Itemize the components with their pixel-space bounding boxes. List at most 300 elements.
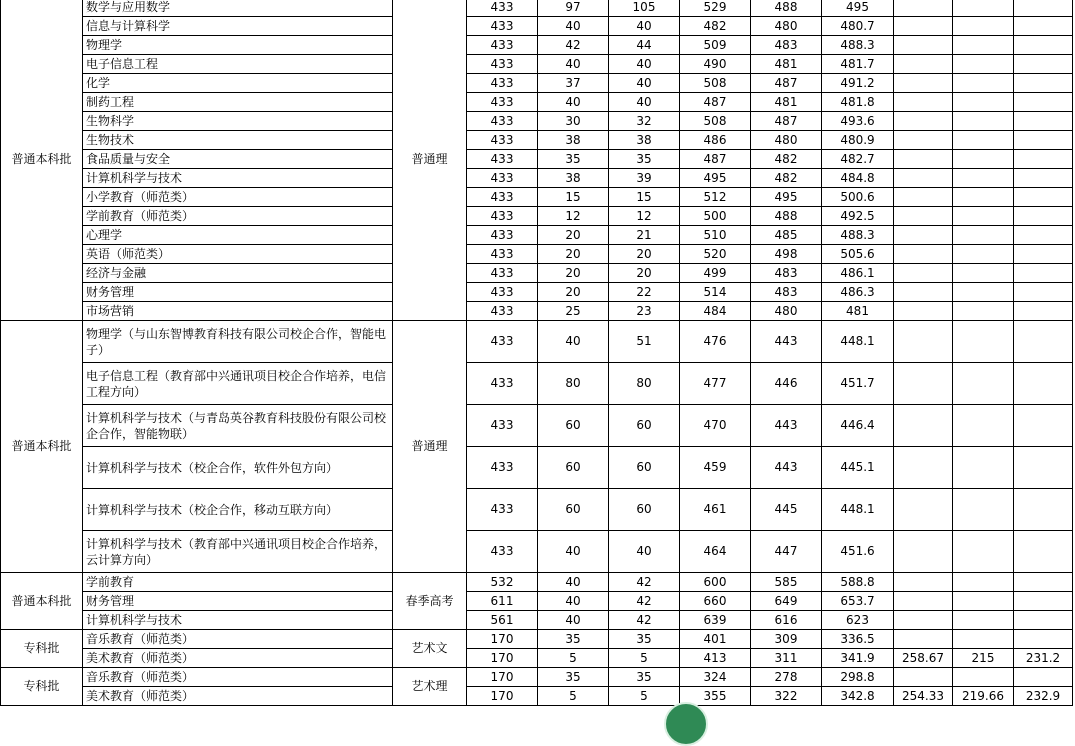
major-cell: 经济与金融: [83, 264, 393, 283]
value-cell-c6: 488.3: [822, 226, 894, 245]
table-row: [1, 226, 1073, 245]
value-cell-c3: 22: [609, 283, 680, 302]
value-cell-c9: [1014, 169, 1073, 188]
value-cell-c8: [953, 489, 1014, 531]
value-cell-c7: [894, 264, 953, 283]
value-cell-c5: 443: [751, 321, 822, 363]
value-cell-c1: 170: [467, 649, 538, 668]
value-cell-c2: 40: [538, 93, 609, 112]
value-cell-c5: 309: [751, 630, 822, 649]
value-cell-c9: [1014, 405, 1073, 447]
value-cell-c5: 585: [751, 573, 822, 592]
value-cell-c5: 443: [751, 447, 822, 489]
value-cell-c7: [894, 112, 953, 131]
value-cell-c9: [1014, 611, 1073, 630]
value-cell-c4: 508: [680, 112, 751, 131]
value-cell-c3: 60: [609, 447, 680, 489]
value-cell-c2: 40: [538, 573, 609, 592]
value-cell-c3: 12: [609, 207, 680, 226]
major-cell: 学前教育: [83, 573, 393, 592]
value-cell-c1: 433: [467, 363, 538, 405]
value-cell-c6: 445.1: [822, 447, 894, 489]
batch-cell: 专科批: [1, 630, 83, 668]
major-cell: 财务管理: [83, 283, 393, 302]
value-cell-c6: 446.4: [822, 405, 894, 447]
value-cell-c1: 433: [467, 112, 538, 131]
value-cell-c9: [1014, 245, 1073, 264]
value-cell-c2: 97: [538, 0, 609, 17]
value-cell-c5: 487: [751, 74, 822, 93]
major-cell: 小学教育（师范类）: [83, 188, 393, 207]
table-row: [1, 150, 1073, 169]
table-row: [1, 573, 1073, 592]
value-cell-c9: [1014, 489, 1073, 531]
value-cell-c2: 40: [538, 592, 609, 611]
value-cell-c6: 336.5: [822, 630, 894, 649]
value-cell-c7: [894, 630, 953, 649]
value-cell-c4: 486: [680, 131, 751, 150]
value-cell-c4: 324: [680, 668, 751, 687]
value-cell-c4: 464: [680, 531, 751, 573]
value-cell-c2: 37: [538, 74, 609, 93]
value-cell-c9: [1014, 188, 1073, 207]
value-cell-c4: 510: [680, 226, 751, 245]
value-cell-c6: 451.7: [822, 363, 894, 405]
value-cell-c4: 482: [680, 17, 751, 36]
value-cell-c5: 480: [751, 302, 822, 321]
major-cell: 学前教育（师范类）: [83, 207, 393, 226]
value-cell-c5: 447: [751, 531, 822, 573]
value-cell-c7: [894, 321, 953, 363]
value-cell-c4: 413: [680, 649, 751, 668]
table-row: [1, 321, 1073, 363]
table-row: [1, 55, 1073, 74]
table-row: [1, 489, 1073, 531]
value-cell-c7: [894, 36, 953, 55]
value-cell-c3: 35: [609, 150, 680, 169]
value-cell-c6: 492.5: [822, 207, 894, 226]
value-cell-c6: 493.6: [822, 112, 894, 131]
value-cell-c8: 219.66: [953, 687, 1014, 706]
value-cell-c7: [894, 245, 953, 264]
logo-watermark-icon: [664, 702, 708, 746]
value-cell-c2: 38: [538, 169, 609, 188]
batch-cell: 普通本科批: [1, 0, 83, 321]
value-cell-c9: [1014, 283, 1073, 302]
value-cell-c4: 499: [680, 264, 751, 283]
value-cell-c3: 105: [609, 0, 680, 17]
value-cell-c9: [1014, 321, 1073, 363]
value-cell-c6: 480.9: [822, 131, 894, 150]
value-cell-c1: 433: [467, 55, 538, 74]
value-cell-c4: 470: [680, 405, 751, 447]
value-cell-c5: 487: [751, 112, 822, 131]
value-cell-c3: 42: [609, 611, 680, 630]
value-cell-c2: 25: [538, 302, 609, 321]
value-cell-c7: [894, 668, 953, 687]
value-cell-c8: [953, 611, 1014, 630]
value-cell-c3: 15: [609, 188, 680, 207]
major-cell: 计算机科学与技术（校企合作，软件外包方向）: [83, 447, 393, 489]
value-cell-c9: [1014, 131, 1073, 150]
value-cell-c1: 170: [467, 630, 538, 649]
value-cell-c1: 170: [467, 668, 538, 687]
batch-cell: 专科批: [1, 668, 83, 706]
value-cell-c8: [953, 17, 1014, 36]
value-cell-c6: 481.8: [822, 93, 894, 112]
value-cell-c1: 433: [467, 321, 538, 363]
value-cell-c7: [894, 302, 953, 321]
value-cell-c5: 649: [751, 592, 822, 611]
major-cell: 生物技术: [83, 131, 393, 150]
value-cell-c8: [953, 112, 1014, 131]
value-cell-c9: [1014, 17, 1073, 36]
subject-type-cell: 春季高考: [393, 573, 467, 630]
value-cell-c2: 20: [538, 283, 609, 302]
value-cell-c9: [1014, 55, 1073, 74]
value-cell-c3: 40: [609, 74, 680, 93]
value-cell-c5: 278: [751, 668, 822, 687]
table-row: [1, 188, 1073, 207]
major-cell: 信息与计算科学: [83, 17, 393, 36]
value-cell-c3: 40: [609, 17, 680, 36]
value-cell-c5: 480: [751, 17, 822, 36]
value-cell-c6: 491.2: [822, 74, 894, 93]
value-cell-c2: 35: [538, 630, 609, 649]
value-cell-c1: 433: [467, 531, 538, 573]
value-cell-c8: [953, 668, 1014, 687]
value-cell-c6: 486.1: [822, 264, 894, 283]
table-row: [1, 169, 1073, 188]
value-cell-c5: 481: [751, 55, 822, 74]
value-cell-c6: 341.9: [822, 649, 894, 668]
value-cell-c8: [953, 573, 1014, 592]
value-cell-c5: 483: [751, 283, 822, 302]
value-cell-c5: 311: [751, 649, 822, 668]
value-cell-c1: 433: [467, 131, 538, 150]
value-cell-c2: 38: [538, 131, 609, 150]
major-cell: 音乐教育（师范类）: [83, 630, 393, 649]
major-cell: 计算机科学与技术（教育部中兴通讯项目校企合作培养，云计算方向）: [83, 531, 393, 573]
value-cell-c6: 480.7: [822, 17, 894, 36]
value-cell-c1: 433: [467, 226, 538, 245]
major-cell: 食品质量与安全: [83, 150, 393, 169]
value-cell-c4: 495: [680, 169, 751, 188]
table-row: [1, 302, 1073, 321]
value-cell-c3: 40: [609, 55, 680, 74]
value-cell-c1: 433: [467, 264, 538, 283]
value-cell-c4: 639: [680, 611, 751, 630]
major-cell: 英语（师范类）: [83, 245, 393, 264]
value-cell-c6: 484.8: [822, 169, 894, 188]
value-cell-c2: 60: [538, 447, 609, 489]
value-cell-c9: [1014, 630, 1073, 649]
value-cell-c6: 495: [822, 0, 894, 17]
major-cell: 心理学: [83, 226, 393, 245]
value-cell-c7: [894, 226, 953, 245]
value-cell-c1: 433: [467, 74, 538, 93]
value-cell-c8: [953, 226, 1014, 245]
major-cell: 化学: [83, 74, 393, 93]
value-cell-c3: 44: [609, 36, 680, 55]
table-row: [1, 531, 1073, 573]
value-cell-c4: 500: [680, 207, 751, 226]
value-cell-c3: 21: [609, 226, 680, 245]
value-cell-c7: [894, 611, 953, 630]
major-cell: 物理学（与山东智博教育科技有限公司校企合作，智能电子）: [83, 321, 393, 363]
value-cell-c8: [953, 592, 1014, 611]
value-cell-c8: [953, 131, 1014, 150]
table-row: [1, 649, 1073, 668]
major-cell: 音乐教育（师范类）: [83, 668, 393, 687]
value-cell-c7: [894, 405, 953, 447]
value-cell-c3: 39: [609, 169, 680, 188]
value-cell-c1: 433: [467, 207, 538, 226]
table-row: [1, 668, 1073, 687]
value-cell-c3: 32: [609, 112, 680, 131]
value-cell-c8: [953, 283, 1014, 302]
value-cell-c7: 254.33: [894, 687, 953, 706]
table-row: [1, 363, 1073, 405]
value-cell-c9: [1014, 363, 1073, 405]
value-cell-c7: [894, 150, 953, 169]
value-cell-c1: 170: [467, 687, 538, 706]
value-cell-c6: 342.8: [822, 687, 894, 706]
value-cell-c2: 60: [538, 405, 609, 447]
value-cell-c6: 623: [822, 611, 894, 630]
value-cell-c4: 355: [680, 687, 751, 706]
value-cell-c8: [953, 150, 1014, 169]
value-cell-c3: 5: [609, 649, 680, 668]
major-cell: 财务管理: [83, 592, 393, 611]
value-cell-c6: 481.7: [822, 55, 894, 74]
major-cell: 数学与应用数学: [83, 0, 393, 17]
value-cell-c1: 433: [467, 150, 538, 169]
value-cell-c5: 481: [751, 93, 822, 112]
value-cell-c8: [953, 55, 1014, 74]
value-cell-c2: 20: [538, 264, 609, 283]
value-cell-c1: 433: [467, 302, 538, 321]
value-cell-c4: 476: [680, 321, 751, 363]
value-cell-c4: 660: [680, 592, 751, 611]
value-cell-c4: 477: [680, 363, 751, 405]
value-cell-c8: [953, 207, 1014, 226]
value-cell-c7: [894, 447, 953, 489]
value-cell-c7: [894, 188, 953, 207]
value-cell-c2: 35: [538, 150, 609, 169]
value-cell-c5: 445: [751, 489, 822, 531]
value-cell-c4: 520: [680, 245, 751, 264]
value-cell-c2: 30: [538, 112, 609, 131]
value-cell-c7: [894, 207, 953, 226]
value-cell-c6: 451.6: [822, 531, 894, 573]
value-cell-c4: 508: [680, 74, 751, 93]
value-cell-c7: [894, 55, 953, 74]
value-cell-c9: [1014, 226, 1073, 245]
value-cell-c5: 443: [751, 405, 822, 447]
value-cell-c7: 258.67: [894, 649, 953, 668]
value-cell-c2: 12: [538, 207, 609, 226]
value-cell-c9: [1014, 447, 1073, 489]
value-cell-c6: 448.1: [822, 321, 894, 363]
major-cell: 计算机科学与技术: [83, 611, 393, 630]
value-cell-c3: 60: [609, 405, 680, 447]
value-cell-c4: 487: [680, 150, 751, 169]
value-cell-c5: 480: [751, 131, 822, 150]
value-cell-c4: 401: [680, 630, 751, 649]
table-row: [1, 245, 1073, 264]
value-cell-c5: 482: [751, 169, 822, 188]
value-cell-c5: 482: [751, 150, 822, 169]
value-cell-c7: [894, 93, 953, 112]
major-cell: 制药工程: [83, 93, 393, 112]
value-cell-c2: 20: [538, 226, 609, 245]
table-row: [1, 283, 1073, 302]
value-cell-c1: 433: [467, 93, 538, 112]
value-cell-c2: 40: [538, 17, 609, 36]
value-cell-c7: [894, 17, 953, 36]
value-cell-c1: 611: [467, 592, 538, 611]
value-cell-c5: 498: [751, 245, 822, 264]
value-cell-c7: [894, 573, 953, 592]
value-cell-c1: 433: [467, 0, 538, 17]
value-cell-c5: 488: [751, 207, 822, 226]
value-cell-c2: 40: [538, 531, 609, 573]
value-cell-c8: [953, 74, 1014, 93]
value-cell-c8: [953, 169, 1014, 188]
subject-type-cell: 普通理: [393, 321, 467, 573]
value-cell-c2: 35: [538, 668, 609, 687]
table-row: [1, 207, 1073, 226]
value-cell-c8: [953, 447, 1014, 489]
value-cell-c3: 20: [609, 264, 680, 283]
value-cell-c8: [953, 405, 1014, 447]
table-row: [1, 264, 1073, 283]
table-row: [1, 93, 1073, 112]
value-cell-c6: 500.6: [822, 188, 894, 207]
major-cell: 美术教育（师范类）: [83, 687, 393, 706]
value-cell-c5: 495: [751, 188, 822, 207]
table-body: [1, 0, 1073, 706]
value-cell-c1: 433: [467, 489, 538, 531]
value-cell-c6: 488.3: [822, 36, 894, 55]
value-cell-c2: 80: [538, 363, 609, 405]
value-cell-c7: [894, 131, 953, 150]
value-cell-c9: [1014, 207, 1073, 226]
subject-type-cell: 普通理: [393, 0, 467, 321]
value-cell-c2: 15: [538, 188, 609, 207]
value-cell-c9: [1014, 74, 1073, 93]
value-cell-c9: [1014, 112, 1073, 131]
value-cell-c1: 433: [467, 17, 538, 36]
value-cell-c4: 490: [680, 55, 751, 74]
value-cell-c9: [1014, 36, 1073, 55]
value-cell-c9: [1014, 668, 1073, 687]
value-cell-c1: 433: [467, 447, 538, 489]
value-cell-c4: 600: [680, 573, 751, 592]
value-cell-c9: [1014, 302, 1073, 321]
value-cell-c6: 486.3: [822, 283, 894, 302]
value-cell-c3: 5: [609, 687, 680, 706]
value-cell-c2: 60: [538, 489, 609, 531]
value-cell-c3: 35: [609, 630, 680, 649]
value-cell-c8: [953, 302, 1014, 321]
value-cell-c8: [953, 630, 1014, 649]
value-cell-c6: 588.8: [822, 573, 894, 592]
value-cell-c1: 433: [467, 169, 538, 188]
value-cell-c7: [894, 592, 953, 611]
value-cell-c2: 5: [538, 649, 609, 668]
value-cell-c6: 653.7: [822, 592, 894, 611]
table-row: [1, 592, 1073, 611]
table-row: [1, 611, 1073, 630]
value-cell-c3: 38: [609, 131, 680, 150]
table-row: [1, 74, 1073, 93]
value-cell-c6: 505.6: [822, 245, 894, 264]
table-row: [1, 447, 1073, 489]
value-cell-c1: 433: [467, 188, 538, 207]
major-cell: 计算机科学与技术（与青岛英谷教育科技股份有限公司校企合作，智能物联）: [83, 405, 393, 447]
value-cell-c5: 483: [751, 36, 822, 55]
value-cell-c4: 514: [680, 283, 751, 302]
value-cell-c8: [953, 363, 1014, 405]
major-cell: 计算机科学与技术: [83, 169, 393, 188]
value-cell-c2: 40: [538, 611, 609, 630]
value-cell-c9: [1014, 150, 1073, 169]
value-cell-c3: 40: [609, 531, 680, 573]
value-cell-c1: 433: [467, 36, 538, 55]
value-cell-c6: 482.7: [822, 150, 894, 169]
value-cell-c8: [953, 531, 1014, 573]
major-cell: 美术教育（师范类）: [83, 649, 393, 668]
value-cell-c5: 485: [751, 226, 822, 245]
table-row: [1, 0, 1073, 17]
value-cell-c8: [953, 36, 1014, 55]
value-cell-c1: 532: [467, 573, 538, 592]
value-cell-c8: [953, 93, 1014, 112]
value-cell-c1: 433: [467, 283, 538, 302]
value-cell-c4: 484: [680, 302, 751, 321]
value-cell-c7: [894, 489, 953, 531]
table-row: [1, 112, 1073, 131]
value-cell-c6: 448.1: [822, 489, 894, 531]
value-cell-c7: [894, 0, 953, 17]
value-cell-c8: [953, 245, 1014, 264]
value-cell-c8: [953, 188, 1014, 207]
table-row: [1, 630, 1073, 649]
value-cell-c3: 42: [609, 573, 680, 592]
value-cell-c6: 298.8: [822, 668, 894, 687]
value-cell-c5: 322: [751, 687, 822, 706]
value-cell-c2: 20: [538, 245, 609, 264]
major-cell: 计算机科学与技术（校企合作，移动互联方向）: [83, 489, 393, 531]
table-row: [1, 36, 1073, 55]
value-cell-c7: [894, 363, 953, 405]
value-cell-c5: 483: [751, 264, 822, 283]
value-cell-c9: [1014, 592, 1073, 611]
major-cell: 电子信息工程（教育部中兴通讯项目校企合作培养，电信工程方向）: [83, 363, 393, 405]
value-cell-c5: 488: [751, 0, 822, 17]
value-cell-c8: [953, 0, 1014, 17]
table-row: [1, 405, 1073, 447]
value-cell-c8: [953, 264, 1014, 283]
value-cell-c7: [894, 169, 953, 188]
value-cell-c9: [1014, 264, 1073, 283]
value-cell-c2: 42: [538, 36, 609, 55]
value-cell-c9: 231.2: [1014, 649, 1073, 668]
value-cell-c1: 561: [467, 611, 538, 630]
value-cell-c9: [1014, 531, 1073, 573]
